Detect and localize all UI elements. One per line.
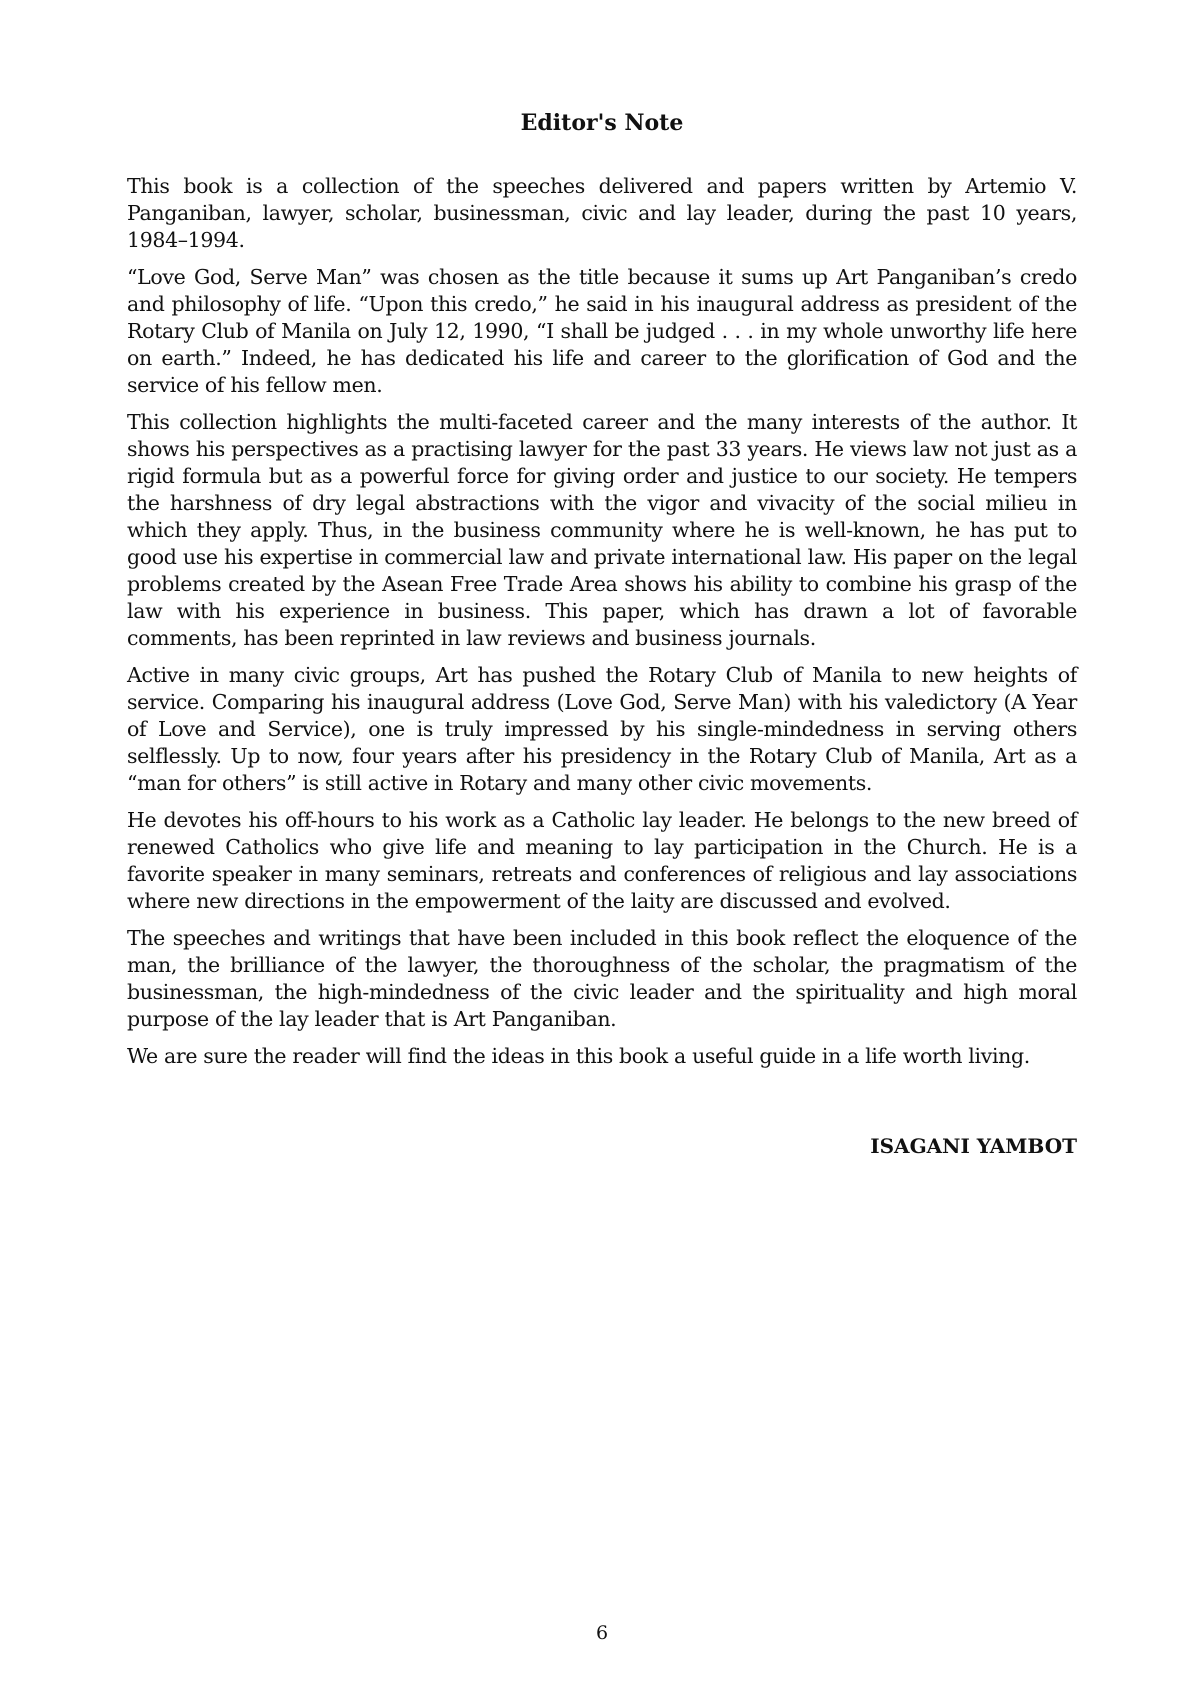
document-page [127,0,1077,1684]
paragraph-5: He devotes his off-hours to his work as a Catholic lay leader. He belongs to the new breed of renewed Catholics who give life and meaning to lay participation in the Church. He is a favorite speaker in many seminars, retreats and conferences of religious and lay associations where new directions in the empowerment of the laity are discussed and evolved. [127,808,1077,913]
paragraph-7: We are sure the reader will find the ideas in this book a useful guide in a life worth living. [127,1044,1030,1068]
author-signature: ISAGANI YAMBOT [870,1134,1077,1158]
paragraph-6: The speeches and writings that have been included in this book reflect the eloquence of the man, the brilliance of the lawyer, the thoroughness of the scholar, the pragmatism of the businessman, the high-mindedness of the civic leader and the spirituality and high moral purpose of the lay leader that is Art Panganiban. [127,926,1077,1031]
paragraph-4: Active in many civic groups, Art has pushed the Rotary Club of Manila to new heights of service. Comparing his inaugural address (Love God, Serve Man) with his valedictory (A Year of Love and Service), one is truly impressed by his single-mindedness in serving others selflessly. Up to now, four years after his presidency in the Rotary Club of Manila, Art as a “man for others” is still active in Rotary and many other civic movements. [127,663,1077,795]
paragraph-3: This collection highlights the multi-faceted career and the many interests of the author. It shows his perspectives as a practising lawyer for the past 33 years. He views law not just as a rigid formula but as a powerful force for giving order and justice to our society. He tempers the harshness of dry legal abstractions with the vigor and vivacity of the social milieu in which they apply. Thus, in the business community where he is well-known, he has put to good use his expertise in commercial law and private international law. His paper on the legal problems created by the Asean Free Trade Area shows his ability to combine his grasp of the law with his experience in business. This paper, which has drawn a lot of favorable comments, has been reprinted in law reviews and business journals. [127,410,1077,650]
page-title: Editor's Note [520,110,684,136]
paragraph-2: “Love God, Serve Man” was chosen as the title because it sums up Art Panganiban’s credo and philosophy of life. “Upon this credo,” he said in his inaugural address as president of the Rotary Club of Manila on July 12, 1990, “I shall be judged . . . in my whole unworthy life here on earth.” Indeed, he has dedicated his life and career to the glorification of God and the service of his fellow men. [127,265,1077,397]
paragraph-1: This book is a collection of the speeches delivered and papers written by Artemio V. Panganiban, lawyer, scholar, businessman, civic and lay leader, during the past 10 years, 1984–1994. [127,174,1077,252]
body-text [127,173,1077,1080]
page-number: 6 [595,1622,609,1644]
